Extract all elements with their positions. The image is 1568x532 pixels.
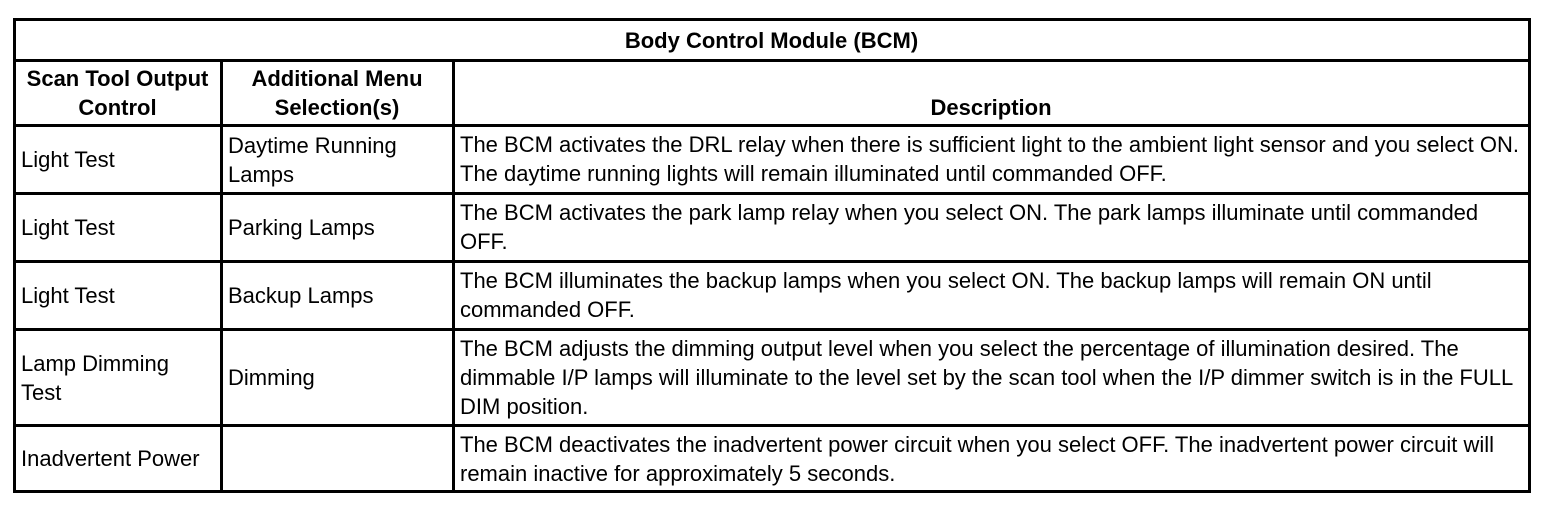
table-row xyxy=(15,426,1530,492)
cell-menu-selection: Dimming xyxy=(222,330,454,426)
bcm-output-control-table xyxy=(13,18,1531,493)
cell-output-control: Light Test xyxy=(15,194,222,262)
header-description: Description xyxy=(454,61,1530,126)
cell-menu-selection xyxy=(222,426,454,492)
table-row xyxy=(15,194,1530,262)
table-row xyxy=(15,126,1530,194)
cell-menu-selection: Daytime Running Lamps xyxy=(222,126,454,194)
cell-menu-selection: Backup Lamps xyxy=(222,262,454,330)
cell-output-control: Inadvertent Power xyxy=(15,426,222,492)
cell-description: The BCM activates the DRL relay when there is sufficient light to the ambient light sensor and you select ON. The daytime running lights will remain illuminated until commanded OFF. xyxy=(454,126,1530,194)
table-title-row xyxy=(15,20,1530,61)
cell-description: The BCM adjusts the dimming output level when you select the percentage of illumination desired. The dimmable I/P lamps will illuminate to the level set by the scan tool when the I/P dimmer switch is in the FULL DIM position. xyxy=(454,330,1530,426)
table-row xyxy=(15,262,1530,330)
cell-output-control: Light Test xyxy=(15,262,222,330)
header-output-control: Scan Tool Output Control xyxy=(15,61,222,126)
cell-description: The BCM deactivates the inadvertent power circuit when you select OFF. The inadvertent power circuit will remain inactive for approximately 5 seconds. xyxy=(454,426,1530,492)
cell-output-control: Light Test xyxy=(15,126,222,194)
cell-output-control: Lamp Dimming Test xyxy=(15,330,222,426)
cell-menu-selection: Parking Lamps xyxy=(222,194,454,262)
cell-description: The BCM illuminates the backup lamps when you select ON. The backup lamps will remain ON until commanded OFF. xyxy=(454,262,1530,330)
cell-description: The BCM activates the park lamp relay when you select ON. The park lamps illuminate until commanded OFF. xyxy=(454,194,1530,262)
header-menu-selection: Additional Menu Selection(s) xyxy=(222,61,454,126)
table-row xyxy=(15,330,1530,426)
table-title: Body Control Module (BCM) xyxy=(15,20,1530,61)
table-header-row xyxy=(15,61,1530,126)
